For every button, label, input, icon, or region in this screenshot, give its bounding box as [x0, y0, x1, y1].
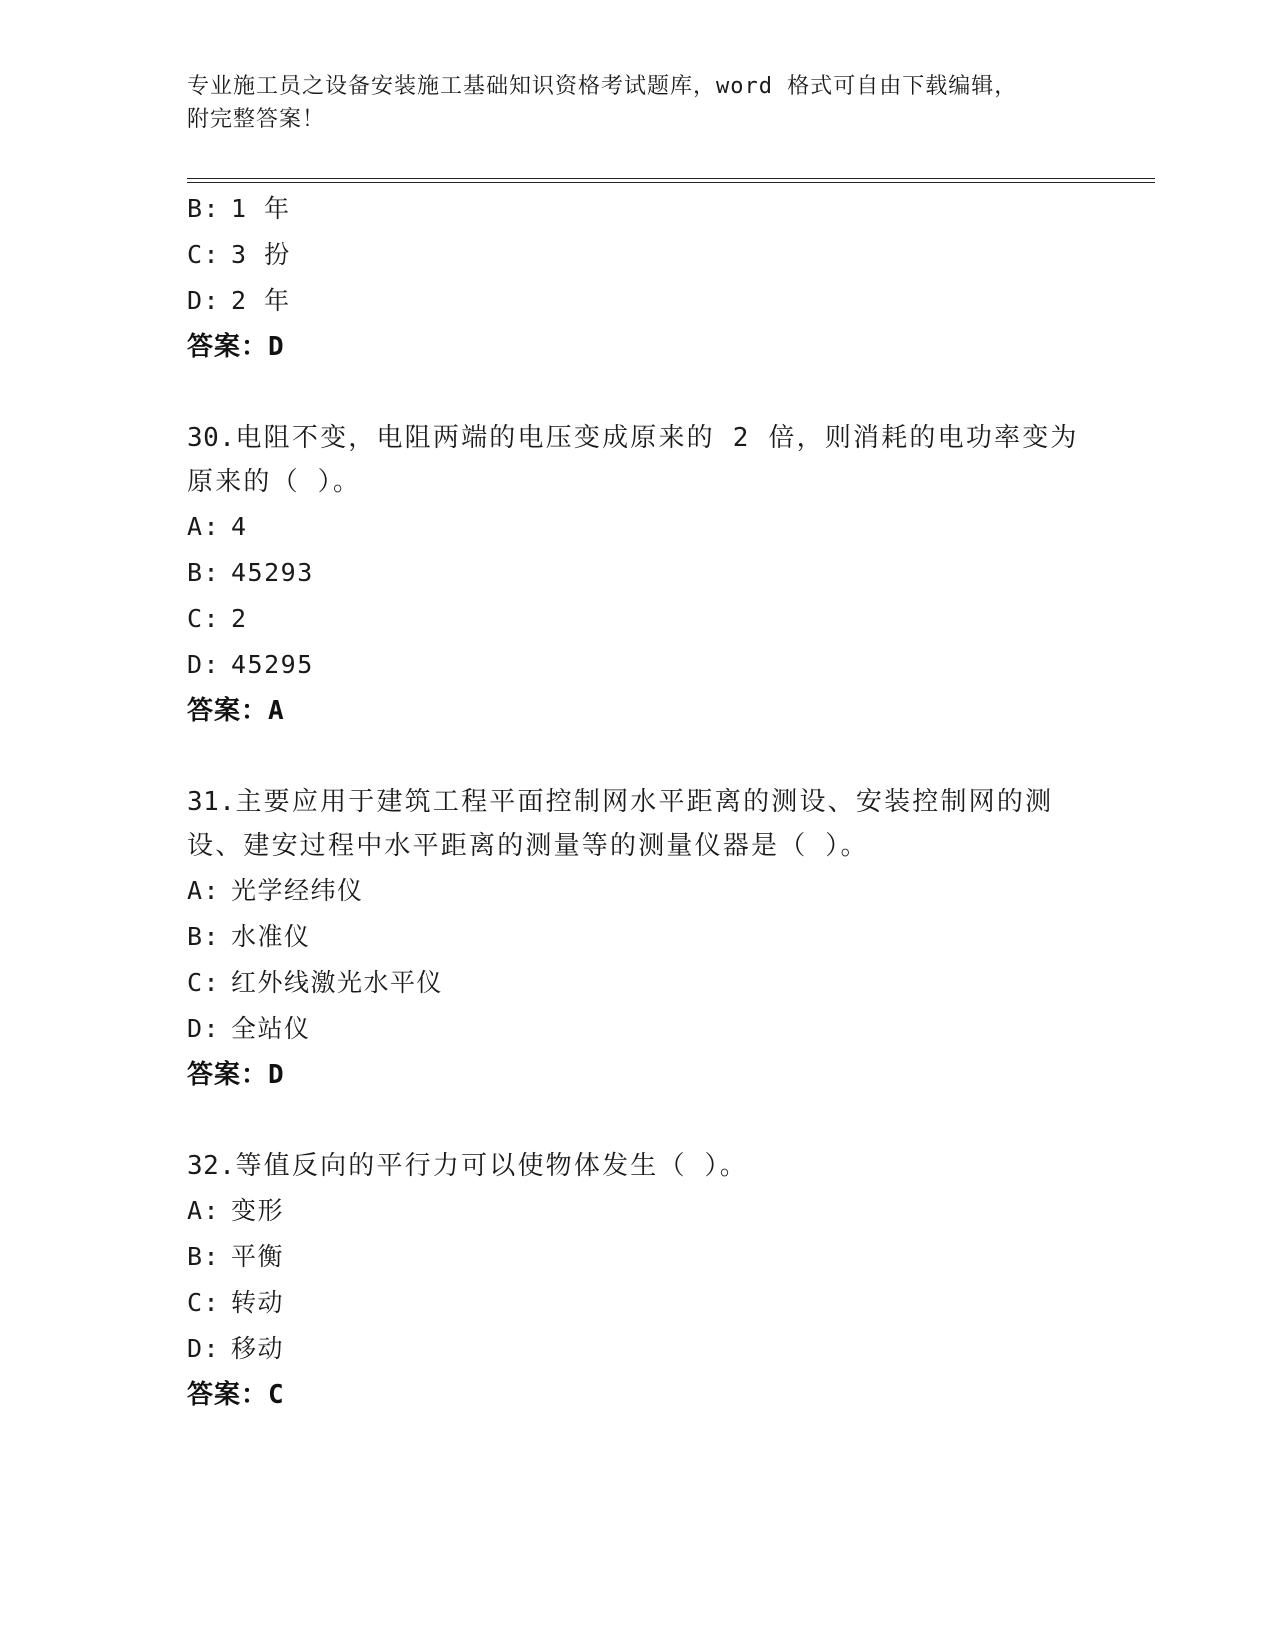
header-divider-bottom	[187, 182, 1155, 183]
option-b	[187, 914, 1107, 960]
option-label: B:	[187, 558, 221, 587]
answer-value: D	[268, 1060, 285, 1090]
option-text: 45295	[231, 650, 314, 679]
option-text: 平衡	[231, 1242, 285, 1271]
option-text: 红外线激光水平仪	[231, 968, 444, 997]
header-line-2: 附完整答案！	[187, 107, 326, 132]
option-label: C:	[187, 968, 221, 997]
option-label: D:	[187, 650, 221, 679]
header-divider-top	[187, 178, 1155, 179]
question-30	[187, 416, 1107, 734]
option-text: 45293	[231, 558, 314, 587]
stem-line-1: 主要应用于建筑工程平面控制网水平距离的测设、安装控制网的测	[235, 787, 1054, 817]
option-text: 转动	[231, 1288, 285, 1317]
option-b	[187, 1234, 1107, 1280]
question-number: 31.	[187, 787, 236, 817]
stem-line-2: 设、建安过程中水平距离的测量等的测量仪器是（ ）。	[187, 831, 869, 861]
option-c	[187, 596, 1107, 642]
option-label: A:	[187, 512, 221, 541]
option-c	[187, 960, 1107, 1006]
option-c	[187, 232, 1107, 278]
question-list	[187, 186, 1107, 1418]
answer-label: 答案：	[187, 1060, 269, 1090]
answer-value: D	[268, 332, 285, 362]
option-d	[187, 1326, 1107, 1372]
option-text: 2	[231, 604, 248, 633]
answer-line	[187, 1052, 1107, 1098]
option-text: 3 扮	[231, 240, 291, 269]
option-label: D:	[187, 1334, 221, 1363]
option-d	[187, 642, 1107, 688]
option-a	[187, 868, 1107, 914]
answer-label: 答案：	[187, 1380, 269, 1410]
option-label: C:	[187, 1288, 221, 1317]
question-number: 32.	[187, 1151, 236, 1181]
stem-line-1: 电阻不变，电阻两端的电压变成原来的 2 倍，则消耗的电功率变为	[235, 423, 1079, 453]
option-d	[187, 1006, 1107, 1052]
option-text: 2 年	[231, 286, 291, 315]
question-number: 30.	[187, 423, 236, 453]
question-stem	[187, 1144, 1087, 1188]
question-32	[187, 1144, 1107, 1418]
option-label: D:	[187, 286, 221, 315]
header-line-1: 专业施工员之设备安装施工基础知识资格考试题库，word 格式可自由下载编辑，	[187, 74, 1018, 99]
option-a	[187, 1188, 1107, 1234]
document-header	[187, 70, 1087, 136]
option-d	[187, 278, 1107, 324]
option-c	[187, 1280, 1107, 1326]
option-text: 全站仪	[231, 1014, 311, 1043]
option-text: 变形	[231, 1196, 285, 1225]
answer-label: 答案：	[187, 696, 269, 726]
answer-line	[187, 324, 1107, 370]
stem-line-1: 等值反向的平行力可以使物体发生（ ）。	[235, 1151, 748, 1181]
option-label: B:	[187, 1242, 221, 1271]
option-text: 光学经纬仪	[231, 876, 364, 905]
option-label: C:	[187, 604, 221, 633]
option-label: B:	[187, 922, 221, 951]
answer-line	[187, 1372, 1107, 1418]
option-a	[187, 504, 1107, 550]
option-label: C:	[187, 240, 221, 269]
option-label: B:	[187, 194, 221, 223]
option-label: D:	[187, 1014, 221, 1043]
question-29-remainder	[187, 186, 1107, 370]
question-stem	[187, 780, 1087, 868]
answer-label: 答案：	[187, 332, 269, 362]
question-stem	[187, 416, 1087, 504]
option-label: A:	[187, 876, 221, 905]
answer-line	[187, 688, 1107, 734]
stem-line-2: 原来的（ ）。	[187, 467, 362, 497]
option-text: 移动	[231, 1334, 285, 1363]
question-31	[187, 780, 1107, 1098]
answer-value: C	[268, 1380, 285, 1410]
option-label: A:	[187, 1196, 221, 1225]
option-text: 水准仪	[231, 922, 311, 951]
option-b	[187, 186, 1107, 232]
answer-value: A	[268, 696, 285, 726]
option-b	[187, 550, 1107, 596]
option-text: 1 年	[231, 194, 291, 223]
option-text: 4	[231, 512, 248, 541]
